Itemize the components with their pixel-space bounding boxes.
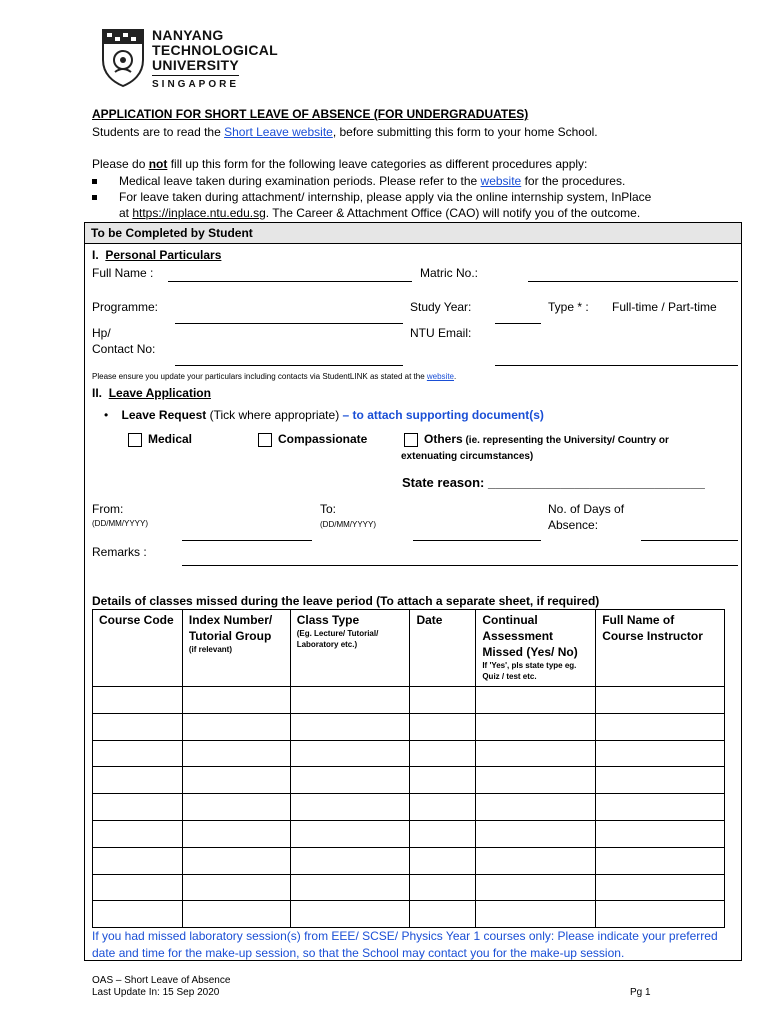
table-cell[interactable] (596, 901, 725, 928)
others-label: Others (424, 432, 463, 446)
programme-field[interactable] (175, 323, 403, 324)
th-course-code-label: Course Code (99, 613, 174, 627)
remarks-field[interactable] (182, 565, 738, 566)
table-row (93, 740, 725, 767)
table-cell[interactable] (596, 767, 725, 794)
table-cell[interactable] (410, 874, 476, 901)
to-field[interactable] (413, 540, 541, 541)
note-bullet-1 (92, 174, 625, 188)
email-field[interactable] (495, 365, 738, 366)
table-cell[interactable] (596, 794, 725, 821)
th-index-label: Index Number/ Tutorial Group (188, 613, 273, 643)
table-cell[interactable] (476, 794, 596, 821)
personal-num: I. (92, 248, 99, 262)
table-cell[interactable] (410, 794, 476, 821)
th-assessment (476, 610, 596, 687)
table-cell[interactable] (476, 767, 596, 794)
b2-post: . The Career & Attachment Office (CAO) will notify you of the outcome. (265, 206, 641, 220)
from-field[interactable] (182, 540, 312, 541)
table-cell[interactable] (290, 847, 410, 874)
table-cell[interactable] (290, 820, 410, 847)
table-cell[interactable] (410, 713, 476, 740)
classes-body (93, 687, 725, 928)
bullet-icon (92, 195, 97, 200)
b2-pre: at (119, 206, 133, 220)
table-cell[interactable] (410, 767, 476, 794)
intro-post: , before submitting this form to your home School. (332, 125, 598, 139)
leave-request (104, 408, 544, 422)
compassionate-label: Compassionate (278, 432, 368, 446)
th-instructor-label: Full Name of Course Instructor (602, 613, 703, 643)
leave-heading (92, 386, 211, 400)
table-cell[interactable] (182, 901, 290, 928)
table-row (93, 794, 725, 821)
table-cell[interactable] (410, 901, 476, 928)
table-cell[interactable] (182, 874, 290, 901)
table-cell[interactable] (596, 740, 725, 767)
table-cell[interactable] (290, 794, 410, 821)
logo-line-2: TECHNOLOGICAL (152, 42, 279, 58)
study-year-field[interactable] (495, 323, 541, 324)
intro-pre: Students are to read the (92, 125, 225, 139)
table-cell[interactable] (93, 874, 183, 901)
table-row (93, 874, 725, 901)
leave-request-normal: (Tick where appropriate) (206, 408, 343, 422)
table-cell[interactable] (410, 820, 476, 847)
table-cell[interactable] (182, 713, 290, 740)
matric-label: Matric No.: (420, 266, 479, 280)
footer-line-2: Last Update In: 15 Sep 2020 (92, 987, 220, 998)
logo-line-3: UNIVERSITY (152, 57, 240, 73)
th-instructor (596, 610, 725, 687)
section-header-student: To be Completed by Student (84, 222, 742, 244)
table-cell[interactable] (476, 820, 596, 847)
exam-medical-website-link[interactable]: website (480, 174, 522, 188)
note-pre: Please do (92, 157, 149, 171)
study-year-label: Study Year: (410, 300, 472, 314)
th-date (410, 610, 476, 687)
classes-header-row (93, 610, 725, 687)
th-assessment-sub: If 'Yes', pls state type eg. Quiz / test etc. (482, 661, 577, 681)
days-field[interactable] (641, 540, 738, 541)
footer-left (92, 975, 230, 999)
remarks-label: Remarks : (92, 545, 147, 559)
ensure-post: . (454, 372, 457, 381)
table-cell[interactable] (596, 713, 725, 740)
leave-num: II. (92, 386, 103, 400)
b1-pre: Medical leave taken during examination periods. Please refer to the (119, 174, 481, 188)
table-cell[interactable] (596, 687, 725, 714)
footer-line-1: OAS – Short Leave of Absence (92, 975, 231, 986)
table-cell[interactable] (290, 901, 410, 928)
table-cell[interactable] (290, 874, 410, 901)
compassionate-checkbox[interactable] (258, 433, 272, 447)
short-leave-website-link[interactable]: Short Leave website (224, 125, 333, 139)
table-row (93, 687, 725, 714)
programme-label: Programme: (92, 300, 159, 314)
to-label: To: (320, 502, 337, 516)
th-class-type-sub: (Eg. Lecture/ Tutorial/ Laboratory etc.) (296, 629, 379, 649)
table-row (93, 767, 725, 794)
table-cell[interactable] (182, 794, 290, 821)
full-name-label: Full Name : (92, 266, 154, 280)
medical-checkbox[interactable] (128, 433, 142, 447)
university-logo (100, 26, 290, 90)
from-label: From: (92, 502, 124, 516)
type-options[interactable]: Full-time / Part-time (612, 300, 717, 314)
th-index-sub: (if relevant) (188, 645, 232, 654)
leave-request-blue: – to attach supporting document(s) (342, 408, 544, 422)
table-cell[interactable] (410, 687, 476, 714)
th-class-type (290, 610, 410, 687)
medical-label: Medical (148, 432, 193, 446)
table-cell[interactable] (93, 820, 183, 847)
table-cell[interactable] (596, 847, 725, 874)
table-cell[interactable] (182, 767, 290, 794)
table-cell[interactable] (93, 740, 183, 767)
email-label: NTU Email: (410, 326, 472, 340)
table-cell[interactable] (476, 847, 596, 874)
university-crest-icon (100, 26, 146, 88)
ensure-pre: Please ensure you update your particulars including contacts via StudentLINK as stated at the (92, 372, 427, 381)
lab-note: If you had missed laboratory session(s) from EEE/ SCSE/ Physics Year 1 courses only: Please indicate your preferred date and time for the make-up session, so that the School may contact you for the make-up session. (92, 929, 718, 960)
personal-heading (92, 248, 221, 262)
table-row (93, 847, 725, 874)
table-row (93, 820, 725, 847)
note-bullet-2-cont (119, 206, 640, 220)
leave-heading-text: Leave Application (108, 386, 211, 400)
table-cell[interactable] (476, 901, 596, 928)
th-assessment-label: Continual Assessment Missed (Yes/ No) (482, 613, 578, 659)
note-bullet-2 (92, 190, 651, 204)
note-text (92, 157, 587, 171)
type-label: Type * : (548, 300, 589, 314)
table-cell[interactable] (182, 820, 290, 847)
medical-option[interactable] (128, 432, 192, 447)
days-label-2: Absence: (548, 518, 599, 532)
table-cell[interactable] (182, 687, 290, 714)
bullet-icon (92, 179, 97, 184)
table-cell[interactable] (290, 740, 410, 767)
th-date-label: Date (416, 613, 443, 627)
personal-heading-text: Personal Particulars (105, 248, 222, 262)
from-format: (DD/MM/YYYY) (92, 519, 148, 528)
others-checkbox[interactable] (404, 433, 418, 447)
table-row (93, 901, 725, 928)
table-cell[interactable] (290, 767, 410, 794)
table-row (93, 713, 725, 740)
bullet-dot-icon: • (104, 408, 109, 422)
table-cell[interactable] (93, 794, 183, 821)
table-cell[interactable] (290, 687, 410, 714)
studentlink-website-link[interactable]: website (426, 372, 454, 381)
table-cell[interactable] (476, 740, 596, 767)
b2-line1: For leave taken during attachment/ internship, please apply via the online internship system, InPlace (119, 190, 652, 204)
form-title: APPLICATION FOR SHORT LEAVE OF ABSENCE (FOR UNDERGRADUATES) (92, 107, 529, 121)
others-desc: (ie. representing the University/ Country or (462, 435, 669, 446)
table-cell[interactable] (290, 713, 410, 740)
table-cell[interactable] (93, 901, 183, 928)
table-cell[interactable] (596, 820, 725, 847)
leave-request-bold: Leave Request (121, 408, 207, 422)
table-cell[interactable] (93, 687, 183, 714)
others-desc-2: extenuating circumstances) (401, 451, 534, 462)
compassionate-option[interactable] (258, 432, 367, 447)
contact-label: Contact No: (92, 342, 156, 356)
others-option[interactable] (404, 432, 669, 447)
logo-line-1: NANYANG (152, 27, 224, 43)
table-cell[interactable] (410, 847, 476, 874)
page-number: Pg 1 (630, 987, 651, 998)
th-course-code (93, 610, 183, 687)
contact-field[interactable] (175, 365, 403, 366)
hp-label: Hp/ (92, 326, 111, 340)
th-index-number (182, 610, 290, 687)
note-post: fill up this form for the following leave categories as different procedures apply: (167, 157, 588, 171)
table-cell[interactable] (476, 874, 596, 901)
classes-heading: Details of classes missed during the leave period (To attach a separate sheet, if required) (92, 594, 600, 608)
table-cell[interactable] (410, 740, 476, 767)
table-cell[interactable] (93, 713, 183, 740)
matric-field[interactable] (528, 281, 738, 282)
note-not: not (148, 157, 168, 171)
table-cell[interactable] (93, 767, 183, 794)
classes-table (92, 609, 725, 928)
th-class-type-label: Class Type (296, 613, 360, 627)
inplace-link[interactable]: https://inplace.ntu.edu.sg (132, 206, 266, 220)
table-cell[interactable] (596, 874, 725, 901)
table-cell[interactable] (476, 687, 596, 714)
intro-text (92, 125, 598, 139)
table-cell[interactable] (182, 847, 290, 874)
state-reason[interactable]: State reason: ______________________________ (402, 475, 705, 490)
logo-line-4: SINGAPORE (152, 75, 239, 92)
b1-post: for the procedures. (521, 174, 626, 188)
ensure-note (92, 372, 456, 381)
table-cell[interactable] (476, 713, 596, 740)
days-label-1: No. of Days of (548, 502, 625, 516)
full-name-field[interactable] (168, 281, 412, 282)
table-cell[interactable] (182, 740, 290, 767)
table-cell[interactable] (93, 847, 183, 874)
to-format: (DD/MM/YYYY) (320, 520, 376, 529)
